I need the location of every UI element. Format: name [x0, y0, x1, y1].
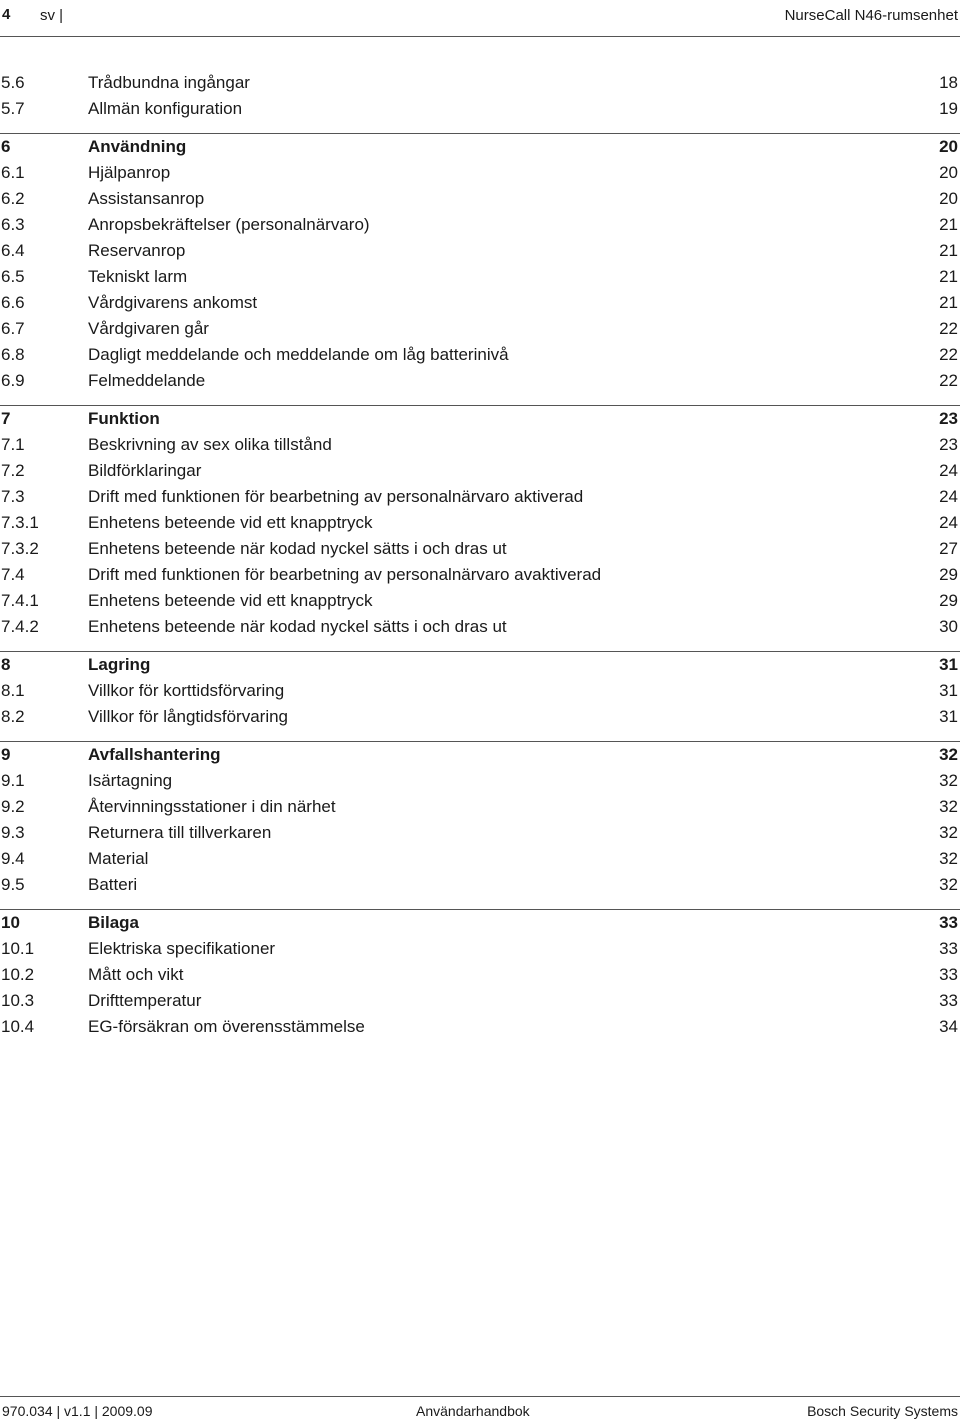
toc-entry-title: Tekniskt larm	[88, 267, 188, 286]
toc-entry-title: Beskrivning av sex olika tillstånd	[88, 435, 332, 454]
toc-chapter-entry[interactable]	[0, 742, 960, 768]
toc-entry-page: 24	[939, 487, 958, 506]
toc-entry-title: Drifttemperatur	[88, 991, 202, 1010]
toc-entry-number: 9.4	[1, 849, 25, 868]
toc-entry-number: 8.1	[1, 681, 25, 700]
toc-entry-number: 7	[1, 409, 11, 428]
toc-entry-page: 33	[939, 939, 958, 958]
toc-entry-title: Reservanrop	[88, 241, 186, 260]
toc-entry-page: 31	[939, 655, 958, 674]
toc-entry-number: 6.3	[1, 215, 25, 234]
toc-entry[interactable]	[0, 70, 960, 96]
toc-entry-page: 24	[939, 513, 958, 532]
toc-entry[interactable]	[0, 1014, 960, 1040]
toc-entry-page: 23	[939, 409, 958, 428]
toc-entry[interactable]	[0, 846, 960, 872]
toc-entry-number: 7.1	[1, 435, 25, 454]
toc-entry-number: 5.6	[1, 73, 25, 92]
toc-entry-number: 8	[1, 655, 11, 674]
page-footer	[0, 1396, 960, 1424]
toc-entry-number: 9.5	[1, 875, 25, 894]
toc-entry-title: Batteri	[88, 875, 138, 894]
toc-entry[interactable]	[0, 458, 960, 484]
toc-entry-number: 9.1	[1, 771, 25, 790]
toc-entry-title: Dagligt meddelande och meddelande om låg batterinivå	[88, 345, 509, 364]
toc-entry-page: 33	[939, 965, 958, 984]
toc-entry-page: 30	[939, 617, 958, 636]
toc-entry-page: 20	[939, 137, 958, 156]
toc-entry-number: 9.2	[1, 797, 25, 816]
toc-entry[interactable]	[0, 290, 960, 316]
toc-entry-page: 24	[939, 461, 958, 480]
toc-entry-number: 6.5	[1, 267, 25, 286]
toc-entry-title: Vårdgivaren går	[88, 319, 209, 338]
page-number: 4	[2, 6, 11, 23]
toc-section	[0, 909, 960, 1040]
toc-entry-title: Isärtagning	[88, 771, 173, 790]
toc-entry[interactable]	[0, 212, 960, 238]
toc-entry-number: 7.4.1	[1, 591, 39, 610]
toc-entry-page: 21	[939, 293, 958, 312]
toc-entry-number: 8.2	[1, 707, 25, 726]
language-code: sv |	[40, 7, 64, 24]
toc-section	[0, 133, 960, 394]
toc-entry-title: Assistansanrop	[88, 189, 205, 208]
toc-entry-page: 33	[939, 991, 958, 1010]
toc-entry[interactable]	[0, 614, 960, 640]
toc-entry-page: 32	[939, 849, 958, 868]
toc-entry-number: 7.2	[1, 461, 25, 480]
toc-entry-page: 21	[939, 267, 958, 286]
toc-entry[interactable]	[0, 368, 960, 394]
page-header	[0, 0, 960, 37]
toc-entry-title: Bilaga	[88, 913, 140, 932]
table-of-contents	[0, 70, 960, 1051]
toc-entry-title: Villkor för långtidsförvaring	[88, 707, 288, 726]
toc-entry-title: Villkor för korttidsförvaring	[88, 681, 285, 700]
toc-entry-page: 21	[939, 241, 958, 260]
toc-entry-number: 9	[1, 745, 11, 764]
toc-entry-number: 6.9	[1, 371, 25, 390]
toc-entry-title: Mått och vikt	[88, 965, 184, 984]
toc-entry-page: 29	[939, 565, 958, 584]
toc-chapter-entry[interactable]	[0, 910, 960, 936]
toc-entry-title: Lagring	[88, 655, 151, 674]
toc-entry[interactable]	[0, 484, 960, 510]
toc-entry-number: 6.4	[1, 241, 25, 260]
toc-entry[interactable]	[0, 160, 960, 186]
toc-entry-title: Användning	[88, 137, 187, 156]
toc-entry-title: Anropsbekräftelser (personalnärvaro)	[88, 215, 370, 234]
toc-entry-page: 34	[939, 1017, 958, 1036]
toc-entry-page: 19	[939, 99, 958, 118]
toc-entry-title: Enhetens beteende när kodad nyckel sätts i och dras ut	[88, 617, 507, 636]
toc-entry-title: Funktion	[88, 409, 160, 428]
toc-entry[interactable]	[0, 96, 960, 122]
toc-entry-number: 6.6	[1, 293, 25, 312]
toc-entry-page: 22	[939, 319, 958, 338]
toc-entry-number: 5.7	[1, 99, 25, 118]
toc-entry-number: 9.3	[1, 823, 25, 842]
toc-entry-number: 7.4.2	[1, 617, 39, 636]
toc-section	[0, 405, 960, 640]
toc-entry-page: 18	[939, 73, 958, 92]
toc-entry-number: 10.2	[1, 965, 35, 984]
toc-entry-page: 31	[939, 707, 958, 726]
toc-entry-number: 7.3.2	[1, 539, 39, 558]
toc-entry-title: Bildförklaringar	[88, 461, 202, 480]
toc-entry[interactable]	[0, 768, 960, 794]
toc-entry-title: Återvinningsstationer i din närhet	[88, 797, 336, 816]
company-name: Bosch Security Systems	[807, 1403, 958, 1419]
toc-entry[interactable]	[0, 588, 960, 614]
toc-entry[interactable]	[0, 316, 960, 342]
toc-entry[interactable]	[0, 678, 960, 704]
toc-entry-page: 31	[939, 681, 958, 700]
document-info: 970.034 | v1.1 | 2009.09	[2, 1403, 153, 1419]
toc-entry-title: Enhetens beteende vid ett knapptryck	[88, 513, 373, 532]
toc-entry-title: Drift med funktionen för bearbetning av personalnärvaro avaktiverad	[88, 565, 602, 584]
toc-entry[interactable]	[0, 238, 960, 264]
toc-entry-page: 22	[939, 371, 958, 390]
toc-entry-number: 10.3	[1, 991, 35, 1010]
toc-entry[interactable]	[0, 872, 960, 898]
toc-entry[interactable]	[0, 342, 960, 368]
toc-entry-number: 6.1	[1, 163, 25, 182]
toc-entry-number: 6.8	[1, 345, 25, 364]
toc-entry-title: Felmeddelande	[88, 371, 206, 390]
document-type: Användarhandbok	[416, 1403, 530, 1419]
toc-entry[interactable]	[0, 432, 960, 458]
toc-entry-page: 32	[939, 875, 958, 894]
toc-entry[interactable]	[0, 536, 960, 562]
toc-entry-number: 6.2	[1, 189, 25, 208]
toc-entry-title: Returnera till tillverkaren	[88, 823, 272, 842]
toc-entry-page: 23	[939, 435, 958, 454]
toc-entry-page: 29	[939, 591, 958, 610]
toc-entry[interactable]	[0, 264, 960, 290]
toc-entry-page: 33	[939, 913, 958, 932]
toc-entry[interactable]	[0, 704, 960, 730]
toc-chapter-entry[interactable]	[0, 652, 960, 678]
toc-entry-number: 10.1	[1, 939, 35, 958]
toc-entry-title: Enhetens beteende vid ett knapptryck	[88, 591, 373, 610]
toc-entry[interactable]	[0, 962, 960, 988]
document-title: NurseCall N46-rumsenhet	[784, 7, 958, 24]
toc-entry-number: 10.4	[1, 1017, 35, 1036]
toc-entry-title: Material	[88, 849, 149, 868]
toc-entry[interactable]	[0, 186, 960, 212]
toc-entry-number: 7.4	[1, 565, 25, 584]
toc-entry[interactable]	[0, 562, 960, 588]
toc-entry[interactable]	[0, 820, 960, 846]
toc-entry-page: 32	[939, 823, 958, 842]
toc-entry-title: Hjälpanrop	[88, 163, 171, 182]
toc-entry[interactable]	[0, 936, 960, 962]
toc-entry-title: Elektriska specifikationer	[88, 939, 276, 958]
toc-section	[0, 651, 960, 730]
toc-entry-title: Trådbundna ingångar	[88, 73, 250, 92]
toc-entry-page: 32	[939, 745, 958, 764]
toc-chapter-entry[interactable]	[0, 406, 960, 432]
toc-entry-page: 22	[939, 345, 958, 364]
toc-entry-number: 6.7	[1, 319, 25, 338]
toc-entry[interactable]	[0, 988, 960, 1014]
toc-entry-title: Avfallshantering	[88, 745, 221, 764]
toc-entry-number: 7.3.1	[1, 513, 39, 532]
toc-entry-title: Allmän konfiguration	[88, 99, 243, 118]
toc-entry-number: 10	[1, 913, 20, 932]
toc-entry-title: Enhetens beteende när kodad nyckel sätts i och dras ut	[88, 539, 507, 558]
toc-entry-page: 20	[939, 163, 958, 182]
toc-entry-title: EG-försäkran om överensstämmelse	[88, 1017, 365, 1036]
toc-entry[interactable]	[0, 510, 960, 536]
toc-entry-page: 32	[939, 797, 958, 816]
toc-entry[interactable]	[0, 794, 960, 820]
toc-entry-page: 21	[939, 215, 958, 234]
toc-entry-page: 20	[939, 189, 958, 208]
toc-section	[0, 741, 960, 898]
toc-entry-number: 7.3	[1, 487, 25, 506]
toc-chapter-entry[interactable]	[0, 134, 960, 160]
toc-entry-title: Vårdgivarens ankomst	[88, 293, 258, 312]
toc-entry-number: 6	[1, 137, 11, 156]
toc-section	[0, 70, 960, 122]
toc-entry-title: Drift med funktionen för bearbetning av personalnärvaro aktiverad	[88, 487, 584, 506]
toc-entry-page: 32	[939, 771, 958, 790]
toc-entry-page: 27	[939, 539, 958, 558]
